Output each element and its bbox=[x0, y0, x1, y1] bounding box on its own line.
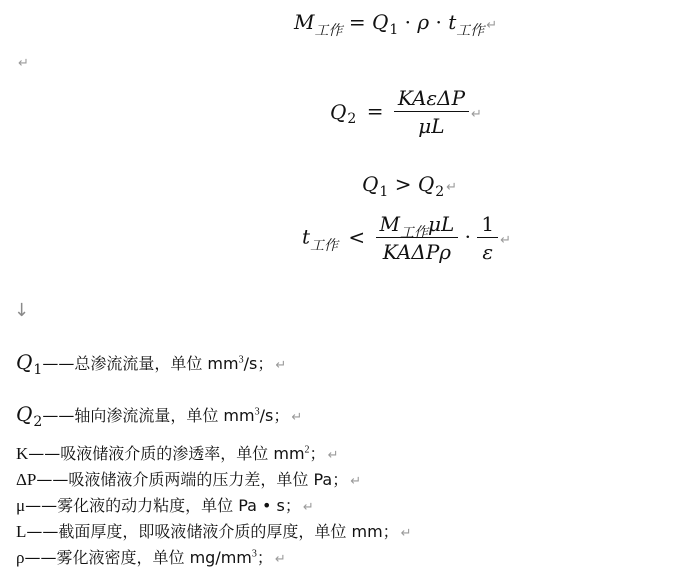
equation-work-mass bbox=[294, 10, 498, 39]
eq1-M: M bbox=[294, 10, 315, 34]
eq1-equals: = bbox=[348, 10, 366, 34]
def-superscript: 2 bbox=[304, 444, 310, 456]
paragraph-mark: ↵ bbox=[18, 56, 29, 71]
eq1-rho: ρ bbox=[417, 10, 430, 34]
def-superscript: 3 bbox=[254, 406, 260, 418]
equation-q1-gt-q2 bbox=[362, 172, 458, 200]
eq3-greater-than: > bbox=[394, 172, 412, 196]
eq1-dot-1: · bbox=[404, 10, 412, 34]
eq4-numerator bbox=[376, 212, 459, 241]
eq1-t: t bbox=[448, 10, 457, 34]
def-superscript: 3 bbox=[251, 548, 257, 560]
paragraph-mark: ↵ bbox=[275, 358, 287, 373]
def-symbol: ρ bbox=[16, 548, 25, 567]
def-symbol-sub: 1 bbox=[33, 362, 43, 378]
paragraph-mark: ↵ bbox=[350, 474, 362, 489]
def-description: ——雾化液密度，单位 mg/mm bbox=[24, 548, 252, 567]
equation-q2 bbox=[330, 88, 482, 136]
eq4-less-than: < bbox=[348, 224, 366, 249]
eq4-fraction-inv-epsilon bbox=[477, 214, 498, 262]
paragraph-mark: ↵ bbox=[302, 500, 314, 515]
def-symbol: ΔP bbox=[16, 470, 37, 489]
def-description: ——吸液储液介质的渗透率，单位 mm bbox=[28, 444, 305, 463]
eq4-one: 1 bbox=[477, 214, 498, 238]
eq1-dot-2: · bbox=[435, 10, 442, 34]
eq1-sub-work: 工作 bbox=[314, 23, 343, 39]
eq4-epsilon: ε bbox=[482, 240, 494, 264]
paragraph-mark: ↵ bbox=[400, 526, 412, 541]
def-description: ——总渗流流量，单位 mm bbox=[42, 354, 239, 373]
def-description: ——雾化液的动力粘度，单位 Pa • s； bbox=[25, 496, 301, 515]
definition-rho bbox=[16, 549, 286, 566]
eq1-sub-work-2: 工作 bbox=[456, 23, 485, 39]
def-symbol: L bbox=[16, 522, 27, 541]
eq1-Q: Q bbox=[371, 10, 389, 34]
def-description: ——截面厚度，即吸液储液介质的厚度，单位 mm； bbox=[26, 522, 399, 541]
paragraph-mark: ↵ bbox=[446, 180, 458, 195]
def-symbol: μ bbox=[16, 496, 26, 515]
eq4-fraction-main bbox=[376, 214, 459, 262]
definition-mu bbox=[16, 497, 314, 514]
down-arrow-icon: ↓ bbox=[14, 300, 30, 321]
eq3-Q1-sub: 1 bbox=[379, 184, 389, 200]
def-tail: ； bbox=[256, 548, 273, 567]
def-symbol: K bbox=[16, 444, 29, 463]
definition-l bbox=[16, 523, 412, 540]
eq4-num-M: M bbox=[379, 212, 401, 236]
paragraph-mark: ↵ bbox=[274, 552, 286, 567]
def-symbol-sub: 2 bbox=[33, 414, 43, 430]
eq3-Q2-sub: 2 bbox=[435, 184, 445, 200]
eq2-Q-sub: 2 bbox=[347, 110, 357, 127]
paragraph-mark: ↵ bbox=[291, 410, 303, 425]
def-description: ——吸液储液介质两端的压力差，单位 Pa； bbox=[36, 470, 349, 489]
definition-q1 bbox=[16, 350, 287, 378]
paragraph-mark: ↵ bbox=[500, 232, 512, 248]
def-tail: ； bbox=[309, 444, 326, 463]
eq4-t: t bbox=[302, 224, 311, 249]
def-description: ——轴向渗流流量，单位 mm bbox=[42, 406, 255, 425]
def-symbol: Q bbox=[16, 350, 33, 374]
eq1-Q-sub: 1 bbox=[389, 22, 399, 38]
eq4-num-sub-work: 工作 bbox=[400, 225, 429, 241]
definition-q2 bbox=[16, 402, 303, 430]
eq2-Q: Q bbox=[330, 100, 347, 124]
eq4-num-tail: μL bbox=[428, 212, 455, 236]
def-symbol: Q bbox=[16, 402, 33, 426]
eq2-equals: = bbox=[366, 98, 384, 123]
equation-work-time bbox=[302, 214, 511, 262]
def-tail: /s； bbox=[243, 354, 274, 373]
definition-delta-p bbox=[16, 471, 361, 488]
eq2-fraction bbox=[394, 88, 469, 136]
def-tail: /s； bbox=[259, 406, 290, 425]
eq2-denominator: μL bbox=[418, 114, 445, 138]
paragraph-mark: ↵ bbox=[486, 18, 498, 33]
eq4-denominator: KAΔPρ bbox=[382, 240, 452, 264]
eq3-Q1: Q bbox=[362, 172, 379, 196]
paragraph-mark: ↵ bbox=[471, 106, 482, 122]
eq4-sub-work: 工作 bbox=[310, 237, 339, 254]
eq4-dot: · bbox=[464, 224, 472, 249]
definition-k bbox=[16, 445, 338, 462]
eq2-numerator: KAεΔP bbox=[394, 88, 469, 112]
def-superscript: 3 bbox=[238, 354, 244, 366]
paragraph-mark: ↵ bbox=[327, 448, 339, 463]
eq3-Q2: Q bbox=[417, 172, 435, 196]
